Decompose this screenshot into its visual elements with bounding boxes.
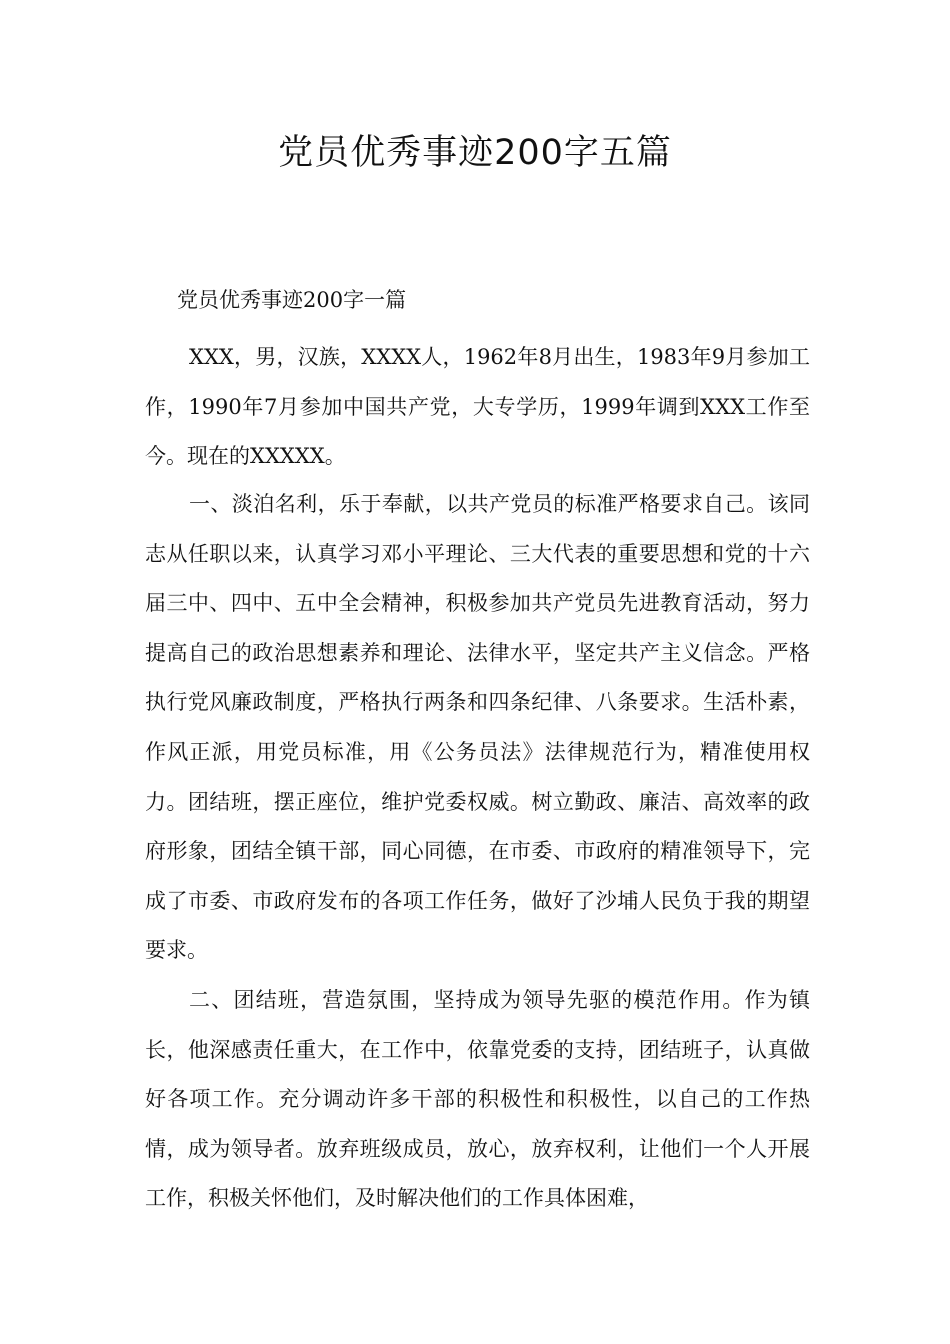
paragraph-intro: XXX，男，汉族，XXXX人，1962年8月出生，1983年9月参加工作，1990年7月参加中国共产党，大专学历，1999年调到XXX工作至今。现在的XXXXX。 [145,345,810,469]
paragraph-section-two: 二、团结班，营造氛围，坚持成为领导先驱的模范作用。作为镇长，他深感责任重大，在工作中，依靠党委的支持，团结班子，认真做好各项工作。充分调动许多干部的积极性和积极性，以自己的工作热情，成为领导者。放弃班级成员，放心，放弃权利，让他们一个人开展工作，积极关怀他们，及时解决他们的工作具体困难， [145,988,810,1211]
document-title: 党员优秀事迹200字五篇 [278,133,672,173]
section-heading: 党员优秀事迹200字一篇 [177,288,407,312]
paragraph-section-one: 一、淡泊名利，乐于奉献，以共产党员的标准严格要求自己。该同志从任职以来，认真学习邓小平理论、三大代表的重要思想和党的十六届三中、四中、五中全会精神，积极参加共产党员先进教育活动，努力提高自己的政治思想素养和理论、法律水平，坚定共产主义信念。严格执行党风廉政制度，严格执行两条和四条纪律、八条要求。生活朴素，作风正派，用党员标准，用《公务员法》法律规范行为，精准使用权力。团结班，摆正座位，维护党委权威。树立勤政、廉洁、高效率的政府形象，团结全镇干部，同心同德，在市委、市政府的精准领导下，完成了市委、市政府发布的各项工作任务，做好了沙埔人民负于我的期望要求。 [145,492,810,963]
